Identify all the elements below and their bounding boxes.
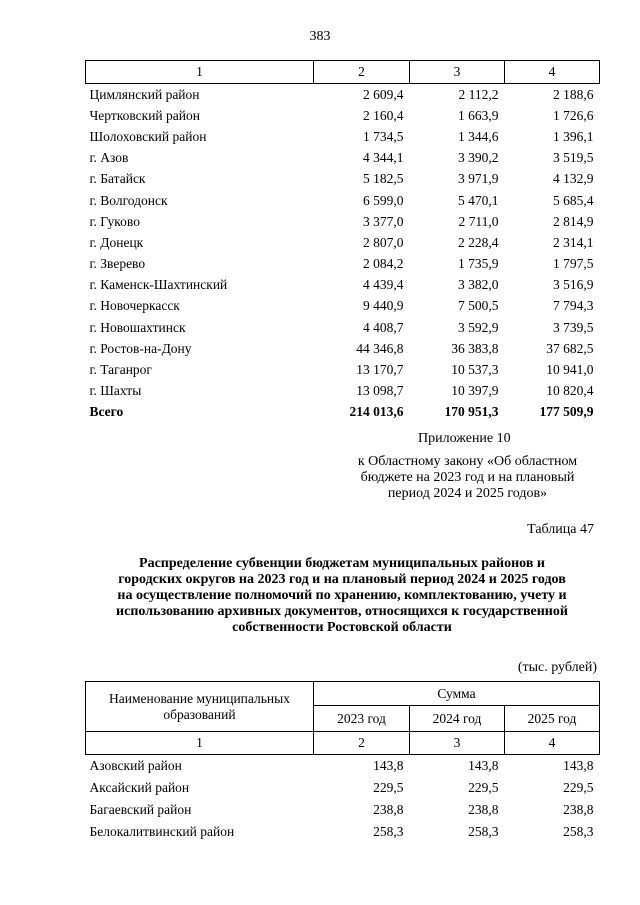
table-row [86,799,600,821]
table-row [86,821,600,843]
header-sum: Сумма [314,682,600,706]
value-2023: 238,8 [373,802,404,817]
appendix-label: Приложение 10 [418,431,511,446]
table-row [86,338,600,359]
column-number: 1 [86,732,314,755]
municipality-name: Белокалитвинский район [89,824,235,839]
value-2024: 229,5 [468,780,499,795]
column-number: 4 [505,61,600,84]
value-2024: 1 663,9 [458,107,499,123]
column-number: 3 [410,732,505,755]
municipality-name: г. Зверево [89,256,146,272]
municipality-name: Чертковский район [89,107,200,123]
municipality-name: г. Новошахтинск [89,319,186,335]
header-year: 2023 год [314,706,410,732]
units-label: (тыс. рублей) [517,660,597,675]
value-2024: 3 592,9 [458,319,499,335]
header-row [86,682,600,706]
value-2025: 3 739,5 [553,319,594,335]
value-2025: 258,3 [563,824,594,839]
table-row [86,148,600,169]
value-2024: 10 537,3 [451,362,499,378]
column-number-row [86,732,600,755]
value-2024: 2 228,4 [458,234,499,250]
value-2025: 1 396,1 [553,128,594,144]
municipality-name: г. Новочеркасск [89,298,180,314]
column-number: 2 [314,61,410,84]
page-number: 383 [309,29,331,44]
value-2025: 143,8 [563,758,594,773]
column-number-row [86,61,600,84]
total-2023: 214 013,6 [349,404,404,420]
column-number: 2 [314,732,410,755]
table-body [86,755,600,844]
column-number: 4 [505,732,600,755]
value-2025: 10 941,0 [546,362,594,378]
value-2025: 4 132,9 [553,171,594,187]
value-2023: 143,8 [373,758,404,773]
law-reference-line: период 2024 и 2025 годов» [387,486,548,501]
value-2025: 238,8 [563,802,594,817]
heading-line: на осуществление полномочий по хранению, комплектованию, учету и [117,588,567,603]
value-2024: 5 470,1 [458,192,499,208]
value-2023: 4 408,7 [363,319,404,335]
heading-line: Распределение субвенции бюджетам муниципальных районов и [139,556,545,571]
table-row [86,105,600,126]
table-body [86,84,600,424]
value-2024: 3 971,9 [458,171,499,187]
table-row [86,211,600,232]
table-row [86,84,600,106]
value-2024: 2 711,0 [458,213,499,229]
header-municipality-name [86,682,314,732]
heading-line: городских округов на 2023 год и на плановый период 2024 и 2025 годов [118,572,566,587]
value-2024: 7 500,5 [458,298,499,314]
value-2025: 7 794,3 [553,298,594,314]
value-2023: 13 170,7 [356,362,404,378]
municipality-name: г. Гуково [89,213,140,229]
value-2025: 2 314,1 [553,234,594,250]
column-number: 1 [86,61,314,84]
value-2025: 5 685,4 [553,192,594,208]
total-label: Всего [89,404,124,420]
value-2024: 10 397,9 [451,383,499,399]
header-name-line: Наименование муниципальных [109,690,290,706]
value-2023: 2 084,2 [363,256,404,272]
value-2024: 2 112,2 [458,86,499,102]
table-heading [86,556,598,636]
value-2023: 2 160,4 [363,107,404,123]
value-2025: 3 516,9 [553,277,594,293]
table-row [86,317,600,338]
value-2023: 1 734,5 [363,128,404,144]
header-name-line: образований [163,706,236,722]
heading-line: использованию архивных документов, относящихся к государственной [116,604,568,619]
total-row [86,402,600,423]
value-2025: 2 188,6 [553,86,594,102]
value-2023: 4 344,1 [363,150,404,166]
table-row [86,190,600,211]
table-row [86,381,600,402]
law-reference [330,454,605,502]
value-2025: 2 814,9 [553,213,594,229]
value-2023: 229,5 [373,780,404,795]
heading-line: собственности Ростовской области [232,620,452,635]
table-row [86,755,600,778]
value-2023: 2 609,4 [363,86,404,102]
value-2024: 1 735,9 [458,256,499,272]
value-2024: 143,8 [468,758,499,773]
value-2025: 1 797,5 [553,256,594,272]
value-2024: 1 344,6 [458,128,499,144]
value-2025: 37 682,5 [546,340,594,356]
table-row [86,296,600,317]
value-2025: 229,5 [563,780,594,795]
header-year: 2025 год [505,706,600,732]
table-row [86,359,600,380]
municipality-name: Аксайский район [89,780,190,795]
value-2023: 44 346,8 [356,340,404,356]
table-row [86,169,600,190]
value-2023: 4 439,4 [363,277,404,293]
law-reference-line: к Областному закону «Об областном [357,454,578,469]
municipality-name: Багаевский район [89,802,192,817]
value-2025: 1 726,6 [553,107,594,123]
table-row [86,254,600,275]
value-2024: 3 382,0 [458,277,499,293]
total-2025: 177 509,9 [539,404,594,420]
municipality-name: Цимлянский район [89,86,200,102]
value-2025: 10 820,4 [546,383,594,399]
table-row [86,275,600,296]
table-row [86,777,600,799]
total-2024: 170 951,3 [444,404,499,420]
header-year: 2024 год [410,706,505,732]
value-2024: 36 383,8 [451,340,499,356]
municipality-name: г. Волгодонск [89,192,168,208]
municipality-name: Азовский район [89,758,182,773]
municipality-name: г. Батайск [89,171,146,187]
value-2023: 258,3 [373,824,404,839]
value-2024: 238,8 [468,802,499,817]
municipality-name: г. Шахты [89,383,142,399]
value-2025: 3 519,5 [553,150,594,166]
law-reference-line: бюджете на 2023 год и на плановый [360,470,575,485]
value-2023: 13 098,7 [356,383,404,399]
subvention-table-continued [85,60,600,423]
table-number-label: Таблица 47 [527,522,594,537]
value-2023: 3 377,0 [363,213,404,229]
municipality-name: г. Ростов-на-Дону [89,340,192,356]
value-2024: 258,3 [468,824,499,839]
value-2024: 3 390,2 [458,150,499,166]
table-row [86,126,600,147]
value-2023: 6 599,0 [363,192,404,208]
municipality-name: г. Донецк [89,234,144,250]
municipality-name: г. Таганрог [89,362,152,378]
value-2023: 5 182,5 [363,171,404,187]
column-number: 3 [410,61,505,84]
table-row [86,232,600,253]
value-2023: 2 807,0 [363,234,404,250]
archive-subvention-table [85,681,600,843]
municipality-name: Шолоховский район [89,128,207,144]
value-2023: 9 440,9 [363,298,404,314]
municipality-name: г. Азов [89,150,129,166]
municipality-name: г. Каменск-Шахтинский [89,277,228,293]
